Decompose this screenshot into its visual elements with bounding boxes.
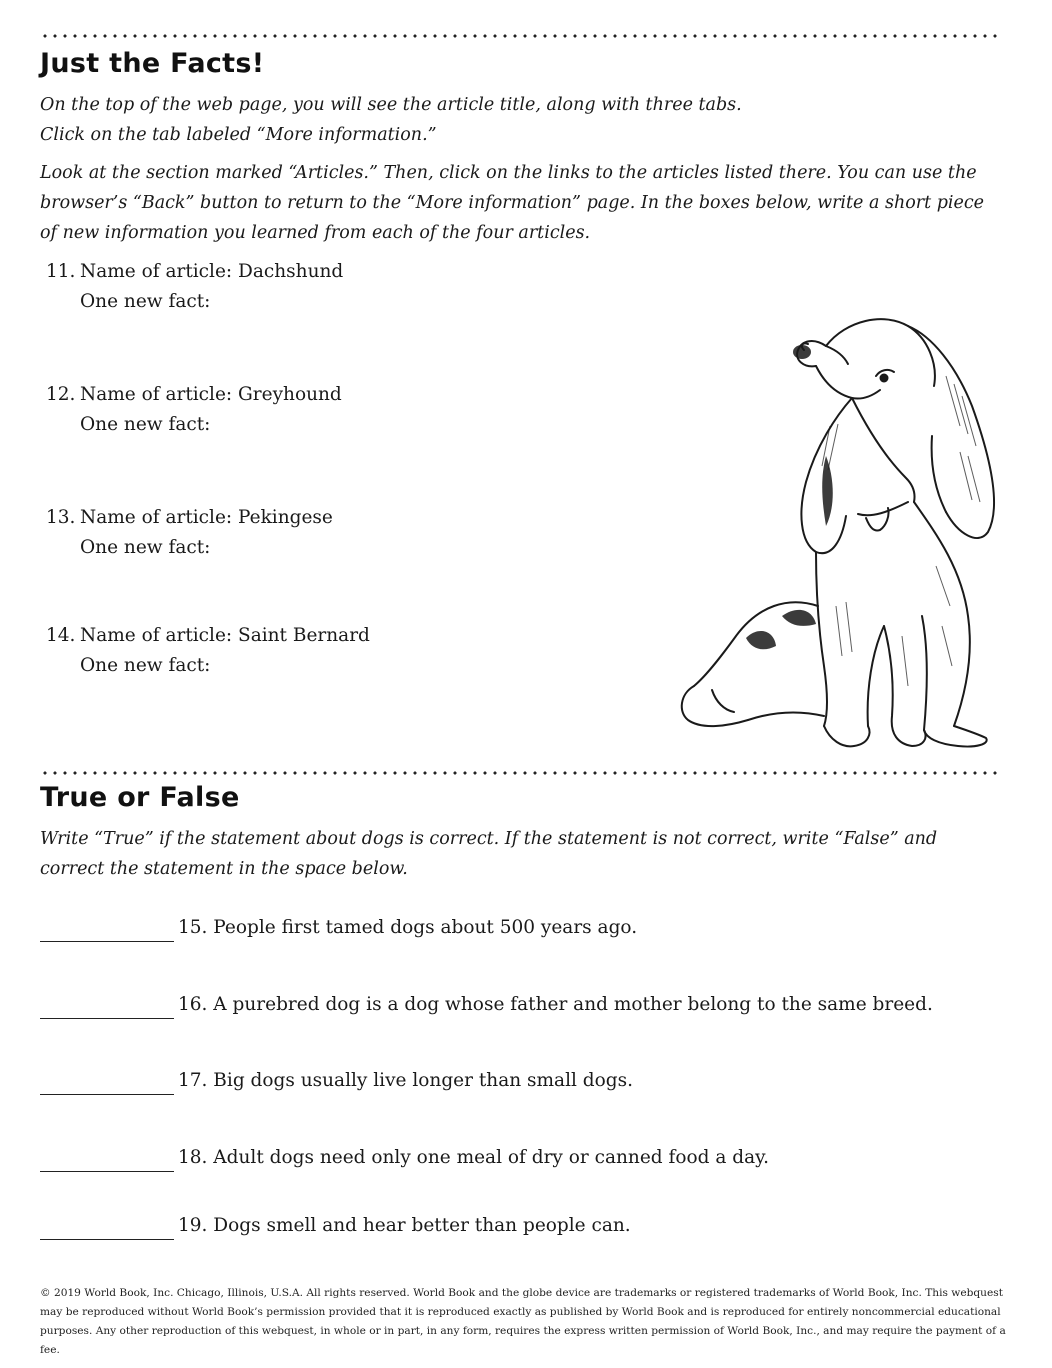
article-fact-label: One new fact: bbox=[80, 537, 211, 558]
instructions-true-false: Write “True” if the statement about dogs is correct. If the statement is not correct, write “False” and correct the statement in the space below. bbox=[40, 829, 938, 879]
statement-text: 17. Big dogs usually live longer than small dogs. bbox=[178, 1070, 634, 1091]
dotted-divider-middle bbox=[40, 770, 1002, 776]
article-fact-label: One new fact: bbox=[80, 291, 211, 312]
answer-blank[interactable] bbox=[40, 1072, 174, 1095]
article-item-12 bbox=[46, 380, 342, 440]
article-item-14 bbox=[46, 621, 370, 681]
article-name: Name of article: Pekingese bbox=[80, 507, 333, 528]
article-name: Name of article: Saint Bernard bbox=[80, 625, 370, 646]
section-heading-true-or-false: True or False bbox=[40, 782, 240, 813]
article-name: Name of article: Greyhound bbox=[80, 384, 342, 405]
article-fact-label: One new fact: bbox=[80, 414, 211, 435]
copyright-footer: © 2019 World Book, Inc. Chicago, Illinois, U.S.A. All rights reserved. World Book and the globe device are trademarks or registered trademarks of World Book, Inc. This webquest may be reproduced without World Book’s permission provided that it is reproduced exactly as published by World Book and is reproduced for entirely noncommercial educational purposes. Any other reproduction of this webquest, in whole or in part, in any form, requires the express written permission of World Book, Inc., and may require the payment of a fee. bbox=[40, 1287, 1006, 1356]
article-number: 12. bbox=[46, 384, 76, 405]
section-heading-just-the-facts: Just the Facts! bbox=[40, 48, 265, 79]
article-name: Name of article: Dachshund bbox=[80, 261, 344, 282]
statement-text: 15. People first tamed dogs about 500 years ago. bbox=[178, 917, 638, 938]
answer-blank[interactable] bbox=[40, 1149, 174, 1172]
true-false-item-17 bbox=[40, 1067, 633, 1095]
article-fact-label: One new fact: bbox=[80, 655, 211, 676]
statement-text: 16. A purebred dog is a dog whose father and mother belong to the same breed. bbox=[178, 994, 933, 1015]
statement-text: 19. Dogs smell and hear better than people can. bbox=[178, 1215, 631, 1236]
true-false-item-16 bbox=[40, 991, 933, 1019]
article-item-11 bbox=[46, 257, 343, 317]
answer-blank[interactable] bbox=[40, 919, 174, 942]
instructions-articles: Look at the section marked “Articles.” Then, click on the links to the articles listed there. You can use the browser’s “Back” button to return to the “More information” page. In the boxes below, write a short piece of new information you learned from each of the four articles. bbox=[40, 163, 985, 243]
article-number: 13. bbox=[46, 507, 76, 528]
statement-text: 18. Adult dogs need only one meal of dry or canned food a day. bbox=[178, 1147, 770, 1168]
article-number: 14. bbox=[46, 625, 76, 646]
answer-blank[interactable] bbox=[40, 996, 174, 1019]
true-false-item-18 bbox=[40, 1144, 769, 1172]
dotted-divider-top bbox=[40, 33, 1002, 39]
instruction-line: On the top of the web page, you will see the article title, along with three tabs. bbox=[40, 95, 742, 115]
true-false-item-19 bbox=[40, 1212, 631, 1240]
article-number: 11. bbox=[46, 261, 76, 282]
instructions-tabs bbox=[40, 90, 1000, 150]
instruction-line: Click on the tab labeled “More information.” bbox=[40, 125, 437, 145]
true-false-item-15 bbox=[40, 914, 637, 942]
answer-blank[interactable] bbox=[40, 1217, 174, 1240]
article-item-13 bbox=[46, 503, 333, 563]
basset-hound-illustration bbox=[676, 306, 1006, 752]
